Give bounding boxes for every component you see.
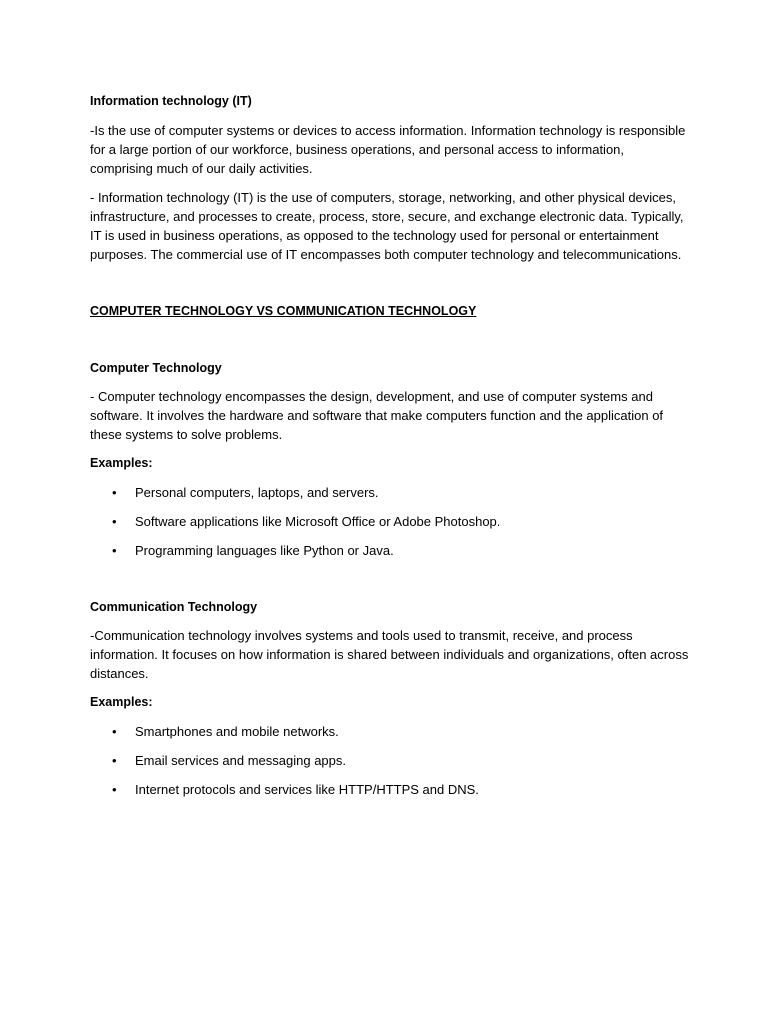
intro-paragraph-1: -Is the use of computer systems or devices to access information. Information technology is responsible for a large portion of our workforce, business operations, and personal access to information, comprising much of our daily activities.: [90, 123, 686, 176]
computer-technology-description: - Computer technology encompasses the design, development, and use of computer systems and software. It involves the hardware and software that make computers function and the application of these systems to solve problems.: [90, 389, 664, 442]
document-page: [90, 92, 690, 809]
bullet-icon: •: [112, 514, 117, 529]
computer-technology-examples-label: Examples:: [90, 456, 153, 470]
list-item: [90, 512, 690, 531]
communication-technology-heading: Communication Technology: [90, 600, 258, 614]
computer-technology-examples-list: [90, 483, 690, 560]
list-item-text: Email services and messaging apps.: [135, 753, 346, 768]
list-item: [90, 483, 690, 502]
computer-technology-heading: Computer Technology: [90, 361, 222, 375]
list-item-text: Programming languages like Python or Java.: [135, 543, 394, 558]
list-item: [90, 780, 690, 799]
communication-technology-description: -Communication technology involves systems and tools used to transmit, receive, and process information. It focuses on how information is shared between individuals and organizations, often across distances.: [90, 628, 689, 681]
list-item-text: Internet protocols and services like HTTP/HTTPS and DNS.: [135, 782, 479, 797]
list-item-text: Software applications like Microsoft Office or Adobe Photoshop.: [135, 514, 501, 529]
bullet-icon: •: [112, 485, 117, 500]
communication-technology-examples-list: [90, 722, 690, 799]
bullet-icon: •: [112, 543, 117, 558]
list-item-text: Smartphones and mobile networks.: [135, 724, 339, 739]
intro-paragraph-2: - Information technology (IT) is the use of computers, storage, networking, and other physical devices, infrastructure, and processes to create, process, store, secure, and exchange electronic data. Typically, IT is used in business operations, as opposed to the technology used for personal or entertainment purposes. The commercial use of IT encompasses both computer technology and telecommunications.: [90, 190, 684, 262]
list-item: [90, 751, 690, 770]
list-item: [90, 722, 690, 741]
bullet-icon: •: [112, 782, 117, 797]
section-heading: COMPUTER TECHNOLOGY VS COMMUNICATION TECHNOLOGY: [90, 304, 477, 318]
list-item-text: Personal computers, laptops, and servers.: [135, 485, 379, 500]
communication-technology-examples-label: Examples:: [90, 695, 153, 709]
document-title: Information technology (IT): [90, 94, 252, 108]
bullet-icon: •: [112, 724, 117, 739]
bullet-icon: •: [112, 753, 117, 768]
list-item: [90, 541, 690, 560]
